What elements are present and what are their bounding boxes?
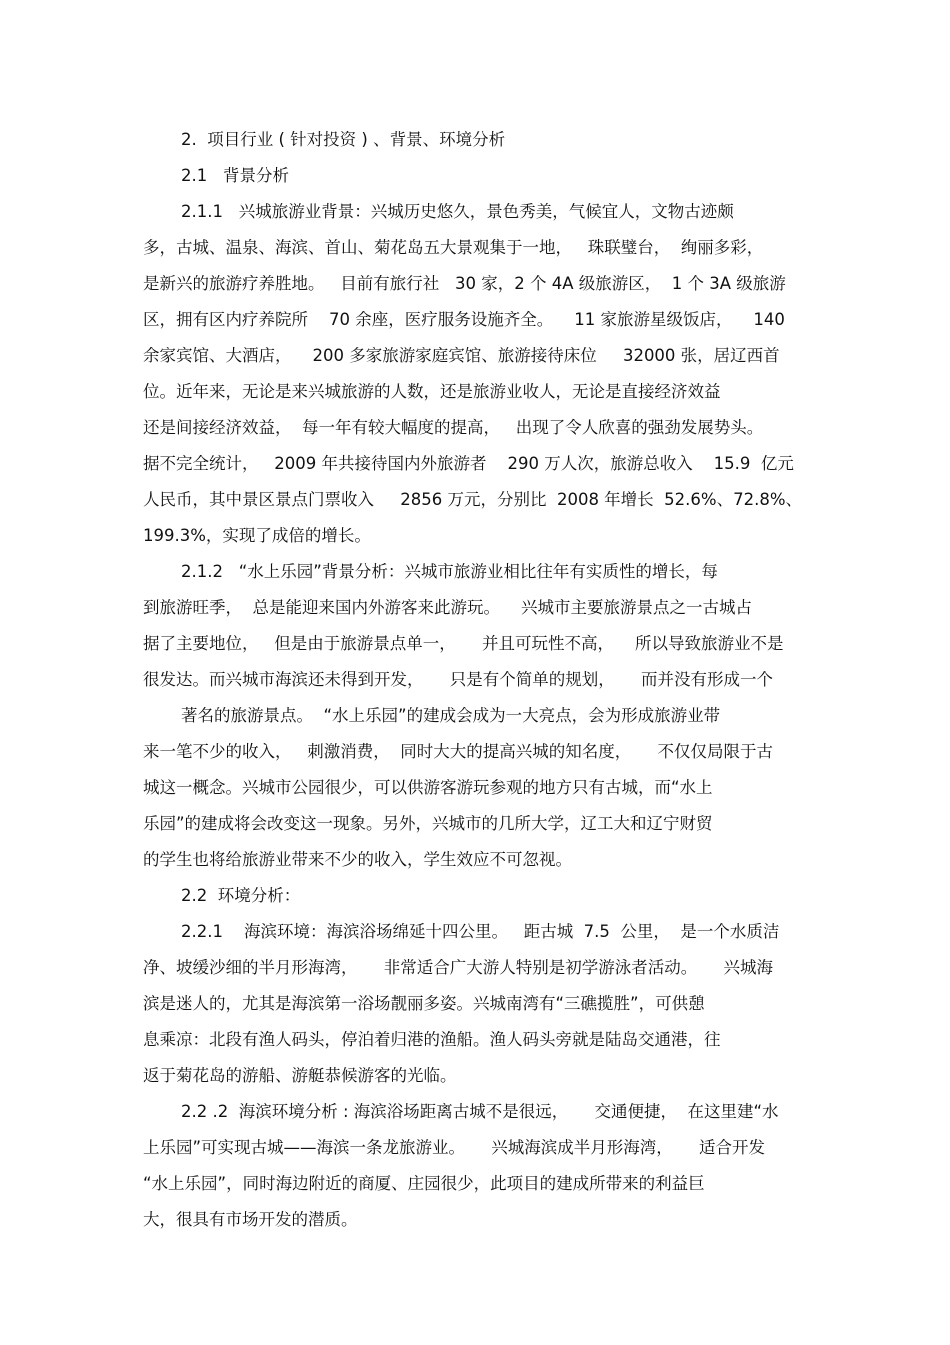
paragraph-line: 据不完全统计， 2009 年共接待国内外旅游者 290 万人次，旅游总收入 15.9 亿元 [143,454,794,473]
paragraph-line: 来一笔不少的收入， 刺激消费， 同时大大的提高兴城的知名度， 不仅仅局限于古 [143,742,773,761]
paragraph-line: 净、坡缓沙细的半月形海湾， 非常适合广大游人特别是初学游泳者活动。 兴城海 [143,958,773,977]
paragraph-line: 还是间接经济效益， 每一年有较大幅度的提高， 出现了令人欣喜的强劲发展势头。 [143,418,764,437]
paragraph-line: 位。近年来，无论是来兴城旅游的人数，还是旅游业收人，无论是直接经济效益 [143,382,721,401]
paragraph-line: 2.2.1 海滨环境：海滨浴场绵延十四公里。 距古城 7.5 公里， 是一个水质洁 [181,922,780,941]
paragraph-line: 返于菊花岛的游船、游艇恭候游客的光临。 [143,1066,457,1085]
paragraph-line: 多，古城、温泉、海滨、首山、菊花岛五大景观集于一地， 珠联璧台， 绚丽多彩， [143,238,764,257]
subsection-heading: 2.1 背景分析 [181,166,289,185]
paragraph-line: “水上乐园”，同时海边附近的商厦、庄园很少，此项目的建成所带来的利益巨 [143,1174,705,1193]
paragraph-line: 据了主要地位， 但是由于旅游景点单一， 并且可玩性不高， 所以导致旅游业不是 [143,634,784,653]
paragraph-line: 上乐园”可实现古城——海滨一条龙旅游业。 兴城海滨成半月形海湾， 适合开发 [143,1138,765,1157]
paragraph-line: 滨是迷人的，尤其是海滨第一浴场靓丽多姿。兴城南湾有“三礁揽胜”，可供憩 [143,994,705,1013]
paragraph-line: 大，很具有市场开发的潜质。 [143,1210,358,1229]
paragraph-line: 是新兴的旅游疗养胜地。 目前有旅行社 30 家，2 个 4A 级旅游区， 1 个 3A 级旅游 [143,274,786,293]
paragraph-line: 199.3%，实现了成倍的增长。 [143,526,371,545]
paragraph-line: 余家宾馆、大酒店， 200 多家旅游家庭宾馆、旅游接待床位 32000 张，居辽西首 [143,346,780,365]
subsection-heading: 2.2 环境分析： [181,886,301,905]
paragraph-line: 息乘凉：北段有渔人码头，停泊着归港的渔船。渔人码头旁就是陆岛交通港，往 [143,1030,721,1049]
paragraph-line: 2.2 .2 海滨环境分析 : 海滨浴场距离古城不是很远， 交通便捷， 在这里建“水 [181,1102,779,1121]
paragraph-line: 人民币，其中景区景点门票收入 2856 万元，分别比 2008 年增长 52.6%、72.8%、 [143,490,803,509]
paragraph-line: 城这一概念。兴城市公园很少，可以供游客游玩参观的地方只有古城，而“水上 [143,778,713,797]
paragraph-line: 2.1.2 “水上乐园”背景分析：兴城市旅游业相比往年有实质性的增长，每 [181,562,718,581]
section-heading: 2. 项目行业 ( 针对投资 ) 、背景、环境分析 [181,130,506,149]
paragraph-line: 很发达。而兴城市海滨还未得到开发， 只是有个简单的规划， 而并没有形成一个 [143,670,773,689]
paragraph-line: 著名的旅游景点。 “水上乐园”的建成会成为一大亮点，会为形成旅游业带 [181,706,721,725]
paragraph-line: 到旅游旺季， 总是能迎来国内外游客来此游玩。 兴城市主要旅游景点之一古城占 [143,598,752,617]
paragraph-line: 乐园”的建成将会改变这一现象。另外，兴城市的几所大学，辽工大和辽宁财贸 [143,814,713,833]
paragraph-line: 区，拥有区内疗养院所 70 余座，医疗服务设施齐全。 11 家旅游星级饭店， 140 [143,310,785,329]
paragraph-line: 2.1.1 兴城旅游业背景：兴城历史悠久，景色秀美，气候宜人，文物古迹颇 [181,202,734,221]
paragraph-line: 的学生也将给旅游业带来不少的收入，学生效应不可忽视。 [143,850,572,869]
